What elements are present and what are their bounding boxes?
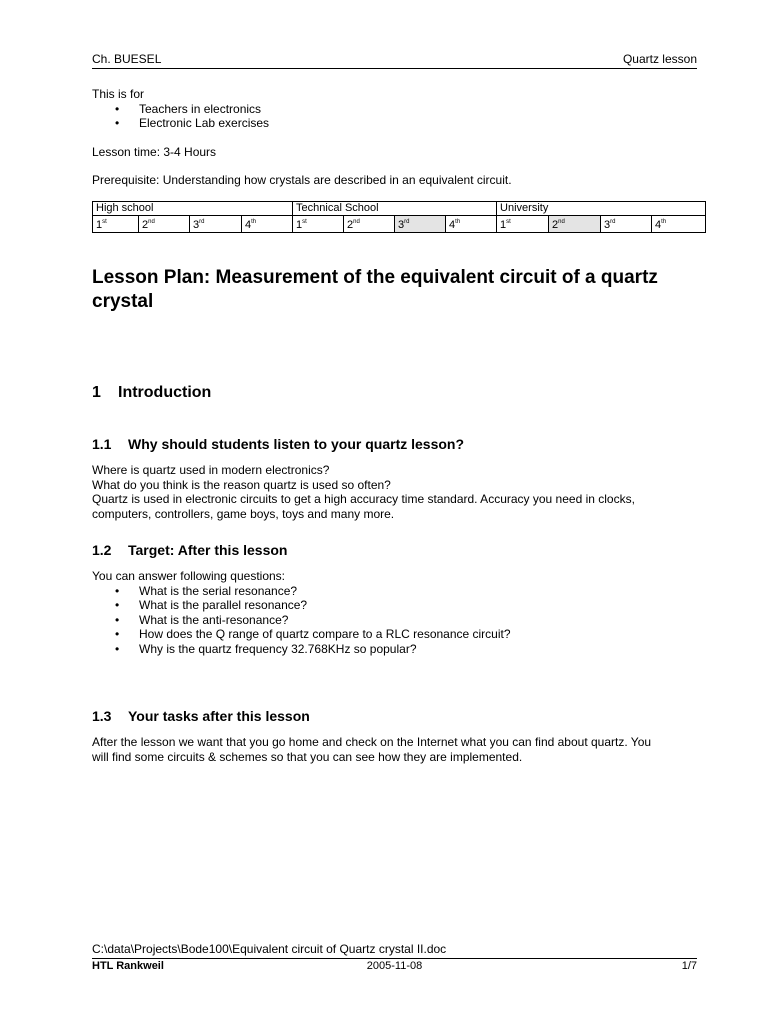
audience-intro: This is for [92, 87, 145, 101]
year-cell: 4th [242, 216, 293, 233]
year-cell: 2nd [139, 216, 190, 233]
year-cell: 2nd [344, 216, 395, 233]
footer-institution: HTL Rankweil [92, 960, 164, 972]
list-item: • How does the Q range of quartz compare to a RLC resonance circuit? [92, 627, 702, 642]
level-university: University [497, 202, 706, 216]
footer-page-number: 1/7 [681, 960, 697, 972]
questions-intro: You can answer following questions: [92, 569, 286, 583]
section-heading-introduction: 1 Introduction [92, 384, 212, 401]
year-cell: 4th [446, 216, 497, 233]
table-row [93, 216, 706, 233]
audience-block [92, 87, 702, 131]
paragraph-line: Where is quartz used in modern electronics? [92, 463, 330, 477]
level-high-school: High school [93, 202, 293, 216]
year-cell: 4th [652, 216, 706, 233]
table-row [93, 202, 706, 216]
footer-file-path: C:\data\Projects\Bode100\Equivalent circuit of Quartz crystal II.doc [92, 942, 447, 956]
list-item: • What is the anti-resonance? [92, 613, 702, 628]
section-1-3-body [92, 735, 702, 764]
year-cell: 1st [293, 216, 344, 233]
section-heading-1-3: 1.3 Your tasks after this lesson [92, 708, 310, 724]
header-topic: Quartz lesson [622, 52, 697, 66]
education-level-table [92, 201, 706, 233]
prerequisite: Prerequisite: Understanding how crystals are described in an equivalent circuit. [92, 173, 512, 187]
paragraph-line: Quartz is used in electronic circuits to get a high accuracy time standard. Accuracy you need in clocks, [92, 492, 635, 506]
year-cell-selected: 3rd [395, 216, 446, 233]
questions-list [92, 584, 702, 657]
page-footer [92, 958, 697, 972]
paragraph-line: What do you think is the reason quartz is used so often? [92, 477, 391, 492]
lesson-time: Lesson time: 3-4 Hours [92, 145, 217, 159]
page-header [92, 52, 697, 69]
header-author: Ch. BUESEL [92, 52, 162, 66]
paragraph-line: computers, controllers, game boys, toys and many more. [92, 506, 395, 521]
paragraph-line: After the lesson we want that you go home and check on the Internet what you can find about quartz. You [92, 735, 652, 749]
list-item: • Why is the quartz frequency 32.768KHz so popular? [92, 642, 702, 657]
document-title: Lesson Plan: Measurement of the equivalent circuit of a quartz crystal [92, 267, 658, 312]
year-cell: 3rd [190, 216, 242, 233]
list-item: • What is the parallel resonance? [92, 598, 702, 613]
list-item: • Teachers in electronics [92, 102, 702, 117]
footer-date: 2005-11-08 [366, 960, 423, 972]
list-item: • What is the serial resonance? [92, 584, 702, 599]
section-heading-1-1: 1.1 Why should students listen to your quartz lesson? [92, 436, 465, 452]
list-item: • Electronic Lab exercises [92, 116, 702, 131]
year-cell: 1st [497, 216, 549, 233]
paragraph-line: will find some circuits & schemes so that you can see how they are implemented. [92, 749, 523, 764]
year-cell: 1st [93, 216, 139, 233]
year-cell-selected: 2nd [549, 216, 601, 233]
level-technical-school: Technical School [293, 202, 497, 216]
audience-list [92, 102, 702, 131]
section-1-2-body [92, 569, 702, 656]
section-heading-1-2: 1.2 Target: After this lesson [92, 542, 288, 558]
section-1-1-body [92, 463, 702, 521]
year-cell: 3rd [601, 216, 652, 233]
